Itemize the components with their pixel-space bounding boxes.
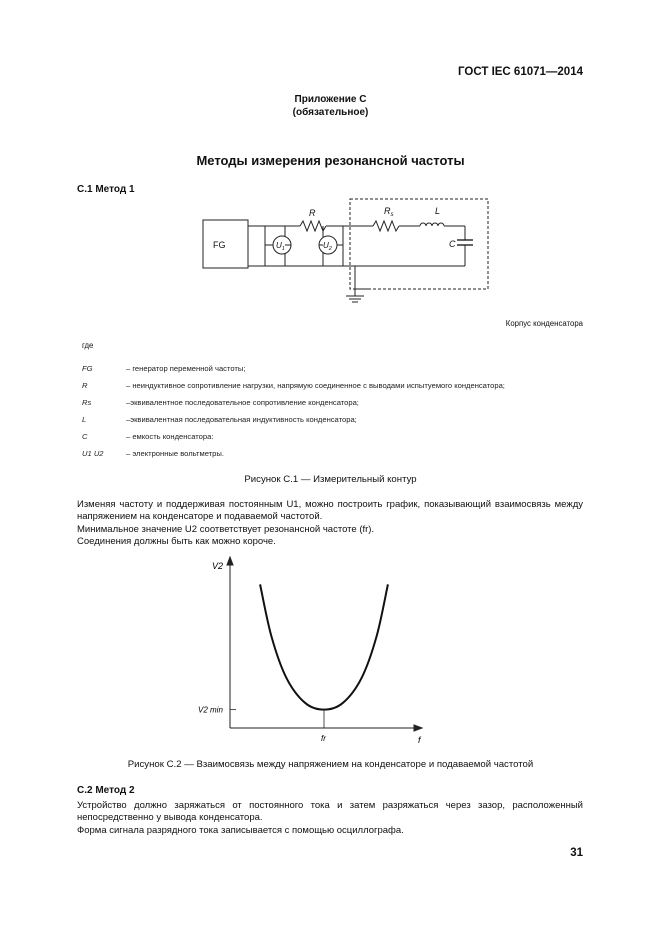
x-axis-label: f xyxy=(418,735,421,745)
capacitor-case-outline xyxy=(350,199,488,289)
legend-row xyxy=(82,364,582,374)
legend-row xyxy=(82,415,582,425)
inductor-l xyxy=(420,223,444,226)
figure2-caption: Рисунок С.2 — Взаимосвязь между напряжением на конденсаторе и подаваемой частотой xyxy=(127,759,534,770)
legend-definition: – электронные вольтметры. xyxy=(126,449,224,458)
label-fg: FG xyxy=(213,240,226,250)
label-c: C xyxy=(449,239,456,249)
legend-definition: –эквивалентное последовательное сопротивление конденсатора; xyxy=(126,398,359,407)
legend-symbol: FG xyxy=(82,364,93,373)
document-code: ГОСТ IEC 61071—2014 xyxy=(458,66,583,78)
legend-row xyxy=(82,381,582,391)
method1-paragraph-2: Минимальное значение U2 соответствует резонансной частоте (fr). xyxy=(77,524,375,535)
y-axis-arrow xyxy=(227,557,233,565)
measurement-circuit-diagram xyxy=(195,196,495,306)
legend-definition: – неиндуктивное сопротивление нагрузки, напрямую соединенное с выводами испытуемого конденсатора; xyxy=(126,381,505,390)
legend-definition: – емкость конденсатора: xyxy=(126,432,214,441)
legend-symbol: C xyxy=(82,432,88,441)
label-rs: $R_s$ xyxy=(384,206,394,218)
section-title: Методы измерения резонансной частоты xyxy=(196,153,465,168)
legend-symbol: U1 U2 xyxy=(82,449,104,458)
legend-row xyxy=(82,398,582,408)
method1-paragraph-1: Изменяя частоту и поддерживая постоянным U1, можно построить график, показывающий взаимосвязь между напряжением на конденсаторе и подаваемой частотой. xyxy=(77,499,583,522)
annex-title: Приложение С xyxy=(294,94,367,105)
resistor-rs xyxy=(373,221,399,231)
resistor-r xyxy=(300,221,326,231)
method1-heading: С.1 Метод 1 xyxy=(77,184,135,195)
voltage-frequency-chart xyxy=(190,555,440,745)
label-r: R xyxy=(309,208,316,218)
annex-status: (обязательное) xyxy=(292,107,369,118)
label-l: L xyxy=(435,206,441,216)
fr-label: fr xyxy=(321,734,326,743)
generator-box xyxy=(203,220,248,268)
legend-symbol: R xyxy=(82,381,88,390)
label-u2: $U_2$ xyxy=(323,241,332,252)
figure1-caption: Рисунок С.1 — Измерительный контур xyxy=(244,474,417,485)
where-label: где xyxy=(82,341,94,350)
vmin-label: V2 min xyxy=(198,705,223,715)
label-u1: $U_1$ xyxy=(276,241,285,252)
y-axis-label: V2 xyxy=(212,561,224,571)
legend-symbol: Rs xyxy=(82,398,92,407)
x-axis-arrow xyxy=(414,725,422,731)
legend-row xyxy=(82,432,582,442)
legend-definition: –эквивалентная последовательная индуктивность конденсатора; xyxy=(126,415,357,424)
page-number: 31 xyxy=(570,847,583,859)
legend-row xyxy=(82,449,582,459)
legend-definition: – генератор переменной частоты; xyxy=(126,364,246,373)
legend-symbol: L xyxy=(82,415,87,424)
method2-paragraph-2: Форма сигнала разрядного тока записывается с помощью осциллографа. xyxy=(77,825,404,836)
method1-paragraph-3: Соединения должны быть как можно короче. xyxy=(77,536,276,547)
method2-heading: С.2 Метод 2 xyxy=(77,785,135,796)
capacitor-case-label: Корпус конденсатора xyxy=(505,319,583,328)
method2-paragraph-1: Устройство должно заряжаться от постоянного тока и затем разряжаться через зазор, расположенный непосредственно у вывода конденсатора. xyxy=(77,800,583,823)
series-curve xyxy=(260,584,388,709)
